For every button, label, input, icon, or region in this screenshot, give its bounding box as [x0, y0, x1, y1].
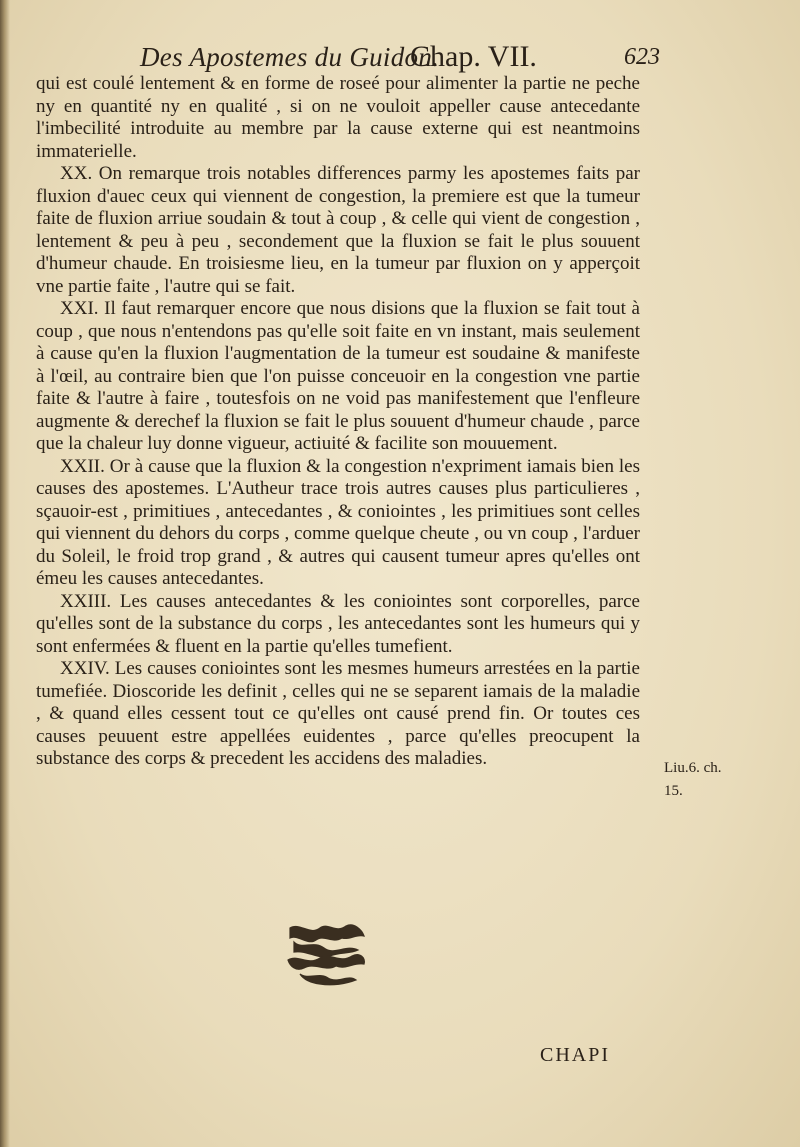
- chapter-heading: Chap. VII.: [410, 40, 537, 73]
- paragraph: XXIV. Les causes coniointes sont les mesmes humeurs arrestées en la partie tumefiée. Dioscoride les definit , celles qui ne se separent iamais de la maladie , & quand elles cessent tout ce qu'elles ont causé prend fin. Or toutes ces causes peuuent estre appellées euidentes , parce qu'elles preocupent la substance des corps & precedent les accidens des maladies.: [36, 658, 640, 769]
- paragraph: XXII. Or à cause que la fluxion & la congestion n'expriment iamais bien les causes des apostemes. L'Autheur trace trois autres causes plus particulieres , sçauoir-est , primitiues , antecedantes , & coniointes , les primitiues sont celles qui viennent du dehors du corps , comme quelque cheute , ou vn coup , l'arduer du Soleil, le froid trop grand , & autres qui causent tumeur apres qu'elles ont émeu les causes antecedantes.: [36, 455, 640, 589]
- fleuron-ornament-icon: [280, 922, 370, 986]
- paragraph: XXI. Il faut remarquer encore que nous disions que la fluxion se fait tout à coup , que nous n'entendons pas qu'elle soit faite en vn instant, mais seulement à cause qu'en la fluxion l'augmentation de la tumeur est soudaine & manifeste à l'œil, au contraire bien que l'on puisse conceuoir en la congestion vne partie faite & l'autre à faire , toutesfois on ne void pas manifestement que l'enfleure augmente & derechef la fluxion se fait le plus souuent d'humeur chaude , parce que la chaleur luy donne vigueur, actiuité & facilite son mouuement.: [36, 298, 640, 454]
- paragraph: XX. On remarque trois notables differences parmy les apostemes faits par fluxion d'auec ceux qui viennent de congestion, la premiere est que la tumeur faite de fluxion arriue soudain & tout à coup , & celle qui vient de congestion , lentement & peu à peu , secondement que la fluxion se fait le plus souuent d'humeur chaude. En troisiesme lieu, en la tumeur par fluxion on y apperçoit vne partie faite , l'autre qui se fait.: [36, 163, 640, 297]
- paragraph: XXIII. Les causes antecedantes & les coniointes sont corporelles, parce qu'elles sont de la substance du corps , les antecedantes sont les humeurs qui y sont enfermées & fluent en la partie qu'elles tumefient.: [36, 590, 640, 657]
- catchword: CHAPI: [540, 1044, 611, 1066]
- margin-note: [664, 757, 744, 803]
- paragraph: qui est coulé lentement & en forme de roseé pour alimenter la partie ne peche ny en quantité ny en qualité , si on ne vouloit appeller cause antecedante l'imbecilité introduite au membre par la cause externe qui est neantmoins immaterielle.: [36, 73, 640, 162]
- page-number: 623: [624, 44, 660, 70]
- margin-note-line: 15.: [664, 783, 683, 799]
- binding-edge: [0, 0, 10, 1147]
- body-text: [36, 73, 640, 771]
- running-title: Des Apostemes du Guidon.: [140, 42, 440, 72]
- margin-note-line: Liu.6. ch.: [664, 760, 722, 776]
